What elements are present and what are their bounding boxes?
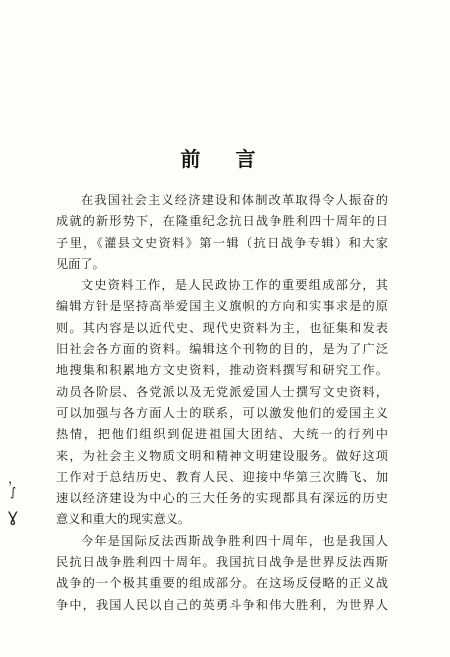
text-line: 可以加强与各方面人士的联系，可以激发他们的爱国主义	[56, 405, 388, 420]
text-line: 速以经济建设为中心的三大任务的实现都具有深远的历史	[56, 491, 388, 506]
text-line: 地搜集和积累地方文史资料，推动资料撰写和研究工作。	[56, 363, 388, 378]
text-line: 意义和重大的现实意义。	[56, 512, 191, 527]
text-line: 子里，《灌县文史资料》第一辑（抗日战争专辑）和大家	[56, 235, 388, 250]
text-line: 民抗日战争胜利四十周年。我国抗日战争是世界反法西斯	[56, 555, 388, 570]
text-line: 工作对于总结历史、教育人民、迎接中华第三次腾飞、加	[56, 469, 388, 484]
paragraph-3	[56, 531, 388, 616]
text-line: 旧社会各方面的资料。编辑这个刊物的目的，是为了广泛	[56, 342, 388, 357]
text-line: 编辑方针是坚持高举爱国主义旗帜的方向和实事求是的原	[56, 299, 388, 314]
text-line: 争中，我国人民以自己的英勇斗争和伟大胜利，为世界人	[56, 597, 388, 612]
text-line: 战争的一个极其重要的组成部分。在这场反侵略的正义战	[56, 576, 388, 591]
text-line: 在我国社会主义经济建设和体制改革取得令人振奋的	[81, 193, 388, 207]
text-line: 今年是国际反法西斯战争胜利四十周年，也是我国人	[81, 533, 388, 548]
text-line: 动员各阶层、各党派以及无党派爱国人士撰写文史资料，	[56, 384, 388, 399]
text-line: 成就的新形势下，在隆重纪念抗日战争胜利四十周年的日	[56, 214, 388, 229]
margin-mark: ∫	[10, 485, 17, 499]
paragraph-1	[56, 190, 388, 275]
paragraph-2	[56, 275, 388, 531]
margin-mark: Ɣ	[8, 510, 18, 526]
text-line: 来，为社会主义物质文明和精神文明建设服务。做好这项	[56, 448, 388, 463]
page-title: 前 言	[180, 147, 270, 171]
text-line: 热情，把他们组织到促进祖国大团结、大统一的行列中	[56, 427, 388, 442]
margin-mark: ，	[8, 472, 22, 487]
preface-body	[56, 190, 388, 616]
text-line: 则。其内容是以近代史、现代史资料为主，也征集和发表	[56, 320, 388, 335]
text-line: 文史资料工作，是人民政协工作的重要组成部分，其	[81, 278, 388, 293]
text-line: 见面了。	[56, 256, 105, 271]
